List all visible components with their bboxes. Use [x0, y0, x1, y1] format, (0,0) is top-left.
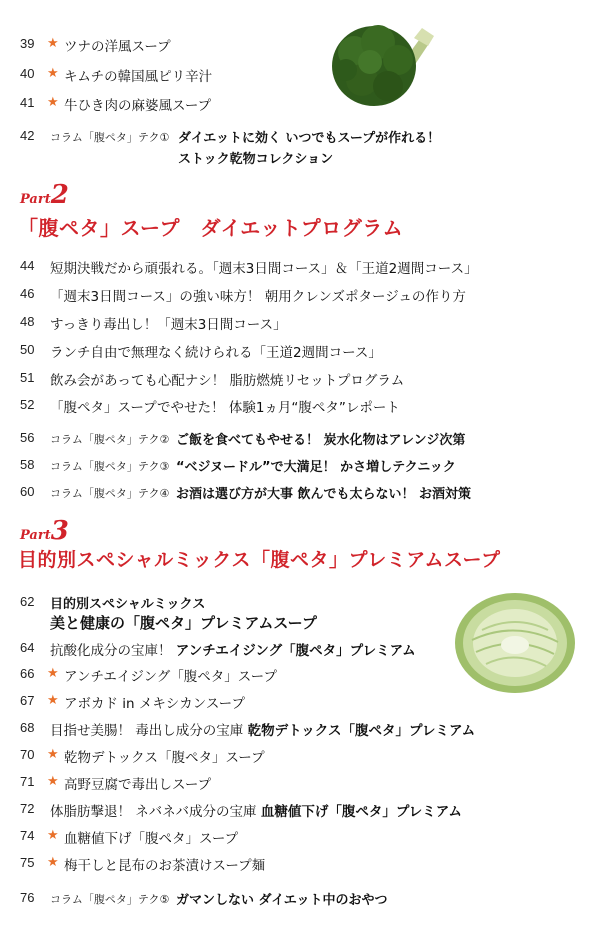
- item-title: すっきり毒出し！「週末3日間コース」: [50, 317, 287, 333]
- column-label: コラム「腹ペタ」テク⑤: [50, 893, 170, 906]
- star-icon: ★: [47, 828, 59, 843]
- item-title: 梅干しと昆布のお茶漬けスープ麺: [64, 858, 266, 874]
- item-title: 牛ひき肉の麻婆風スープ: [64, 98, 212, 114]
- star-icon: ★: [47, 66, 59, 81]
- item-title: 短期決戦だから頑張れる。「週末3日間コース」＆「王道2週間コース」: [50, 261, 478, 277]
- page-number: 64: [20, 640, 35, 655]
- page-number: 74: [20, 828, 35, 843]
- intro-line1: 目的別スペシャルミックス: [50, 597, 206, 612]
- item-lead: 目指せ美腸！ 毒出し成分の宝庫: [50, 723, 244, 739]
- item-title: アンチエイジング「腹ペタ」スープ: [64, 669, 277, 685]
- page-number: 71: [20, 774, 35, 789]
- star-icon: ★: [47, 855, 59, 870]
- page-number: 44: [20, 258, 35, 273]
- item-lead: 抗酸化成分の宝庫！: [50, 643, 172, 659]
- page-number: 66: [20, 666, 35, 681]
- page-number: 75: [20, 855, 35, 870]
- star-icon: ★: [47, 95, 59, 110]
- item-title: アボカド in メキシカンスープ: [64, 696, 245, 712]
- page-number: 51: [20, 370, 35, 385]
- column-title: お酒は選び方が大事 飲んでも太らない！ お酒対策: [176, 487, 472, 502]
- item-bold: 乾物デトックス「腹ペタ」プレミアム: [247, 723, 476, 739]
- page-number: 76: [20, 890, 35, 905]
- star-icon: ★: [47, 666, 59, 681]
- page-number: 40: [20, 66, 35, 81]
- column-title: ご飯を食べてもやせる！ 炭水化物はアレンジ次第: [176, 433, 466, 448]
- item-title: 血糖値下げ「腹ペタ」スープ: [64, 831, 239, 847]
- item-title: キムチの韓国風ピリ辛汁: [64, 69, 213, 85]
- item-title: 「腹ペタ」スープでやせた！ 体験1ヵ月“腹ペタ”レポート: [50, 400, 400, 416]
- cabbage-illustration: [452, 590, 578, 696]
- broccoli-illustration: [326, 8, 438, 116]
- part-number: 3: [50, 516, 69, 546]
- page-number: 50: [20, 342, 35, 357]
- item-title: [50, 639, 416, 659]
- page-number: 46: [20, 286, 35, 301]
- part-number: 2: [50, 180, 69, 210]
- item-bold: アンチエイジング「腹ペタ」プレミアム: [175, 643, 416, 659]
- column-title: “ベジヌードル”で大満足！ かさ増しテクニック: [176, 460, 456, 475]
- page-number: 58: [20, 457, 35, 472]
- page-number: 67: [20, 693, 35, 708]
- star-icon: ★: [47, 774, 59, 789]
- item-title: ツナの洋風スープ: [64, 39, 171, 55]
- page-number: 41: [20, 95, 35, 110]
- item-title: [50, 719, 475, 739]
- page-number: 52: [20, 397, 35, 412]
- star-icon: ★: [47, 36, 59, 51]
- column-label: コラム「腹ペタ」テク③: [50, 460, 170, 473]
- page-number: 68: [20, 720, 35, 735]
- item-title: [50, 800, 462, 820]
- item-title: 飲み会があっても心配ナシ！ 脂肪燃焼リセットプログラム: [50, 373, 405, 389]
- column-title: ガマンしない ダイエット中のおやつ: [176, 893, 388, 908]
- item-title: 乾物デトックス「腹ペタ」スープ: [64, 750, 265, 766]
- part-word: Part: [20, 192, 51, 207]
- star-icon: ★: [47, 693, 59, 708]
- part3-title: 目的別スペシャルミックス「腹ペタ」プレミアムスープ: [18, 549, 501, 571]
- item-bold: 血糖値下げ「腹ペタ」プレミアム: [260, 804, 462, 820]
- page-number: 48: [20, 314, 35, 329]
- column-label: コラム「腹ペタ」テク②: [50, 433, 170, 446]
- intro-line2: 美と健康の「腹ペタ」プレミアムスープ: [50, 614, 317, 632]
- page-number: 62: [20, 594, 35, 609]
- star-icon: ★: [47, 747, 59, 762]
- page-number: 60: [20, 484, 35, 499]
- column-label: コラム「腹ペタ」テク①: [50, 131, 170, 144]
- item-title: 高野豆腐で毒出しスープ: [64, 777, 212, 793]
- item-title: ランチ自由で無理なく続けられる「王道2週間コース」: [50, 345, 382, 361]
- part-word: Part: [20, 528, 51, 543]
- part2-label: [20, 180, 69, 210]
- item-title: 「週末3日間コース」の強い味方！ 朝用クレンズポタージュの作り方: [50, 289, 466, 305]
- page-number: 42: [20, 128, 35, 143]
- column-subtitle: ストック乾物コレクション: [178, 152, 334, 167]
- page-number: 72: [20, 801, 35, 816]
- page-number: 39: [20, 36, 35, 51]
- column-title: ダイエットに効く いつでもスープが作れる！: [178, 131, 441, 146]
- item-lead: 体脂肪撃退！ ネバネバ成分の宝庫: [50, 804, 257, 820]
- page-number: 70: [20, 747, 35, 762]
- column-label: コラム「腹ペタ」テク④: [50, 487, 170, 500]
- page-number: 56: [20, 430, 35, 445]
- part2-title: 「腹ペタ」スープ ダイエットプログラム: [18, 216, 404, 240]
- part3-label: [20, 516, 69, 546]
